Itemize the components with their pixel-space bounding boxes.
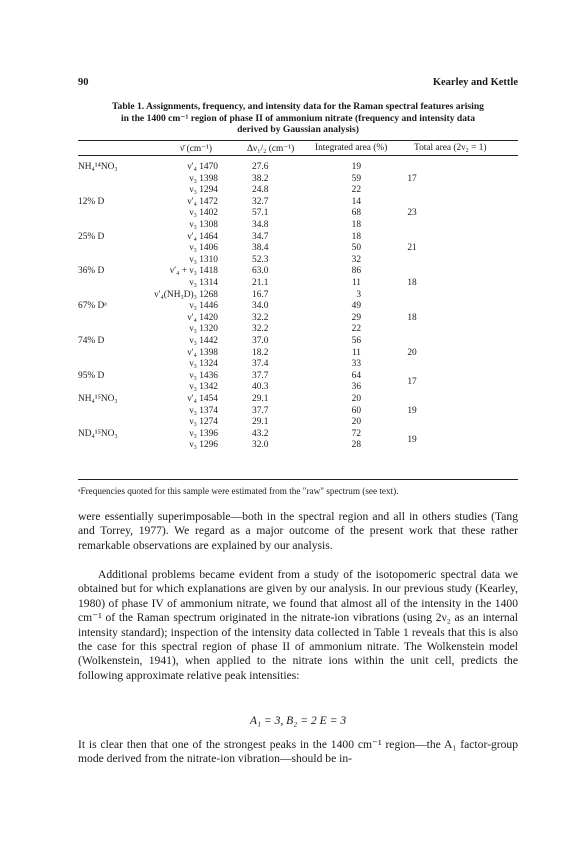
assignment-frequency: ν₃ 1320 xyxy=(189,324,218,335)
sample-label: ND₄¹⁵NO₃ xyxy=(78,428,118,439)
table-bottom-rule xyxy=(78,479,518,480)
col-header-frequency: ν̄ (cm⁻¹) xyxy=(180,144,213,154)
total-area-value: 19 xyxy=(407,405,417,416)
assignment-frequency: ν′₄ 1470 xyxy=(187,162,218,172)
table-top-rule xyxy=(78,140,518,141)
total-area-value: 20 xyxy=(407,347,417,358)
table-row xyxy=(78,371,518,383)
halfwidth-value: 37.0 xyxy=(252,336,269,346)
col-header-halfwidth: Δν₁/₂ (cm⁻¹) xyxy=(247,144,295,154)
page-number: 90 xyxy=(78,77,89,88)
table-row xyxy=(78,185,518,197)
table-row xyxy=(78,208,518,220)
assignment-frequency: ν′₄ 1420 xyxy=(187,312,218,323)
table-row xyxy=(78,232,518,244)
halfwidth-value: 18.2 xyxy=(252,347,269,358)
total-area-value: 19 xyxy=(407,434,417,445)
running-header xyxy=(78,77,518,91)
assignment-frequency: ν₃ 1274 xyxy=(189,417,218,428)
integrated-area-value: 60 xyxy=(351,405,361,416)
sample-label: NH₄¹⁵NO₃ xyxy=(78,394,118,404)
integrated-area-value: 22 xyxy=(351,324,361,335)
table-caption xyxy=(78,101,518,136)
table-row xyxy=(78,417,518,429)
sample-label: 67% Dᵃ xyxy=(78,301,107,312)
assignment-frequency: ν′₄ 1464 xyxy=(187,231,218,242)
halfwidth-value: 27.6 xyxy=(252,162,269,172)
halfwidth-value: 32.2 xyxy=(252,324,269,335)
assignment-frequency: ν₃ 1294 xyxy=(189,185,218,196)
equation: A₁ = 3, B₂ = 2 E = 3 xyxy=(249,714,347,727)
halfwidth-value: 32.0 xyxy=(252,440,269,451)
assignment-frequency: ν′₄ + ν₃ 1418 xyxy=(169,266,218,277)
col-header-total-area: Total area (2ν₂ = 1) xyxy=(414,143,487,153)
col-header-integrated-area: Integrated area (%) xyxy=(315,143,388,153)
table-row xyxy=(78,162,518,174)
integrated-area-value: 18 xyxy=(351,231,361,242)
body-paragraph-2: Additional problems became evident from a study of the isotopomeric spectral data we obtained but for which explanations are given by our analysis. In our previous study (Kearley, 1980) of phase IV of ammonium nitrate, we found that almost all of the intensity in the 1400 cm⁻¹ of the Raman spectrum originated in the nitrate-ion vibrations (using 2ν₂ as an internal intensity standard); inspection of the intensity data collected in Table 1 reveals that this is also the case for this spectral region of phase II of ammonium nitrate. The Wolkenstein model (Wolkenstein, 1941), when applied to the nitrate ions within the unit cell, predicts the following approximate relative peak intensities: xyxy=(78,568,518,682)
halfwidth-value: 37.7 xyxy=(252,405,269,416)
assignment-frequency: ν₃ 1398 xyxy=(189,173,218,184)
assignment-frequency: ν₃ 1436 xyxy=(189,370,218,381)
halfwidth-value: 16.7 xyxy=(252,289,269,300)
table-row xyxy=(78,174,518,186)
sample-label: 95% D xyxy=(78,370,105,381)
total-area-value: 21 xyxy=(407,243,417,254)
halfwidth-value: 34.8 xyxy=(252,220,269,230)
body-paragraph-3: It is clear then that one of the strongest peaks in the 1400 cm⁻¹ region—the A₁ factor-group mode derived from the nitrate-ion vibration—should be in- xyxy=(78,738,518,766)
assignment-frequency: ν₃ 1342 xyxy=(189,382,218,393)
integrated-area-value: 64 xyxy=(351,370,361,381)
table-row xyxy=(78,197,518,209)
total-area-value: 17 xyxy=(407,376,417,387)
integrated-area-value: 50 xyxy=(351,243,361,254)
integrated-area-value: 49 xyxy=(351,301,361,312)
table-row xyxy=(78,266,518,278)
integrated-area-value: 86 xyxy=(351,266,361,277)
table-row xyxy=(78,440,518,452)
table-row xyxy=(78,359,518,371)
running-authors: Kearley and Kettle xyxy=(432,77,518,88)
halfwidth-value: 32.7 xyxy=(252,196,269,207)
halfwidth-value: 32.2 xyxy=(252,312,269,323)
assignment-frequency: ν₃ 1402 xyxy=(189,208,218,219)
integrated-area-value: 20 xyxy=(351,394,361,404)
assignment-frequency: ν₃ 1324 xyxy=(189,359,218,370)
integrated-area-value: 11 xyxy=(351,278,361,288)
halfwidth-value: 37.7 xyxy=(252,370,269,381)
halfwidth-value: 29.1 xyxy=(252,417,269,428)
integrated-area-value: 32 xyxy=(351,254,361,265)
table-row xyxy=(78,278,518,290)
table-footnote: ᵃFrequencies quoted for this sample were estimated from the "raw" spectrum (see text). xyxy=(78,486,399,496)
integrated-area-value: 28 xyxy=(351,440,361,451)
caption-line-3: derived by Gaussian analysis) xyxy=(237,124,359,135)
table-header-rule xyxy=(78,155,518,156)
sample-label: 25% D xyxy=(78,231,105,242)
assignment-frequency: ν₃ 1310 xyxy=(189,254,218,265)
caption-line-1: Table 1. Assignments, frequency, and intensity data for the Raman spectral features arising xyxy=(112,101,484,112)
integrated-area-value: 56 xyxy=(351,336,361,346)
table-row xyxy=(78,348,518,360)
integrated-area-value: 20 xyxy=(351,417,361,428)
integrated-area-value: 29 xyxy=(351,312,361,323)
body-paragraph-1: were essentially superimposable—both in the spectral region and all in others studies (Tang and Torrey, 1977). We regard as a major outcome of the present work that these rather remarkable observations are explained by our analysis. xyxy=(78,510,518,552)
halfwidth-value: 37.4 xyxy=(252,359,269,370)
table-row xyxy=(78,324,518,336)
table-row xyxy=(78,382,518,394)
halfwidth-value: 57.1 xyxy=(252,208,269,219)
table-row xyxy=(78,313,518,325)
assignment-frequency: ν₃ 1314 xyxy=(189,278,218,288)
integrated-area-value: 72 xyxy=(351,428,361,439)
halfwidth-value: 38.4 xyxy=(252,243,269,254)
halfwidth-value: 52.3 xyxy=(252,254,269,265)
table-row xyxy=(78,220,518,232)
integrated-area-value: 59 xyxy=(351,173,361,184)
halfwidth-value: 34.7 xyxy=(252,231,269,242)
assignment-frequency: ν′₄ 1398 xyxy=(187,347,218,358)
total-area-value: 18 xyxy=(407,312,417,323)
halfwidth-value: 34.0 xyxy=(252,301,269,312)
integrated-area-value: 68 xyxy=(351,208,361,219)
halfwidth-value: 38.2 xyxy=(252,173,269,184)
sample-label: 74% D xyxy=(78,336,105,346)
halfwidth-value: 63.0 xyxy=(252,266,269,277)
assignment-frequency: ν₃ 1308 xyxy=(189,220,218,230)
total-area-value: 17 xyxy=(407,173,417,184)
halfwidth-value: 21.1 xyxy=(252,278,269,288)
integrated-area-value: 11 xyxy=(351,347,361,358)
integrated-area-value: 33 xyxy=(351,359,361,370)
integrated-area-value: 36 xyxy=(351,382,361,393)
table-row xyxy=(78,406,518,418)
table-row xyxy=(78,394,518,406)
sample-label: 12% D xyxy=(78,196,105,207)
assignment-frequency: ν₃ 1296 xyxy=(189,440,218,451)
table-row xyxy=(78,301,518,313)
integrated-area-value: 14 xyxy=(351,196,361,207)
integrated-area-value: 18 xyxy=(351,220,361,230)
halfwidth-value: 24.8 xyxy=(252,185,269,196)
table-row xyxy=(78,290,518,302)
total-area-value: 18 xyxy=(407,278,417,288)
total-area-value: 23 xyxy=(407,208,417,219)
table-row xyxy=(78,336,518,348)
assignment-frequency: ν′₄(NH₃D)₃ 1268 xyxy=(154,289,218,300)
sample-label: NH₄¹⁴NO₃ xyxy=(78,162,118,172)
assignment-frequency: ν₃ 1396 xyxy=(189,428,218,439)
assignment-frequency: ν₃ 1406 xyxy=(189,243,218,254)
assignment-frequency: ν₃ 1446 xyxy=(189,301,218,312)
assignment-frequency: ν₃ 1442 xyxy=(189,336,218,346)
halfwidth-value: 29.1 xyxy=(252,394,269,404)
halfwidth-value: 40.3 xyxy=(252,382,269,393)
table-row xyxy=(78,255,518,267)
integrated-area-value: 19 xyxy=(351,162,361,172)
integrated-area-value: 3 xyxy=(356,289,361,300)
integrated-area-value: 22 xyxy=(351,185,361,196)
assignment-frequency: ν′₄ 1472 xyxy=(187,196,218,207)
table-row xyxy=(78,429,518,441)
assignment-frequency: ν₃ 1374 xyxy=(189,405,218,416)
table-row xyxy=(78,243,518,255)
halfwidth-value: 43.2 xyxy=(252,428,269,439)
assignment-frequency: ν′₄ 1454 xyxy=(187,394,218,404)
sample-label: 36% D xyxy=(78,266,105,277)
caption-line-2: in the 1400 cm⁻¹ region of phase II of ammonium nitrate (frequency and intensity data xyxy=(120,112,476,124)
